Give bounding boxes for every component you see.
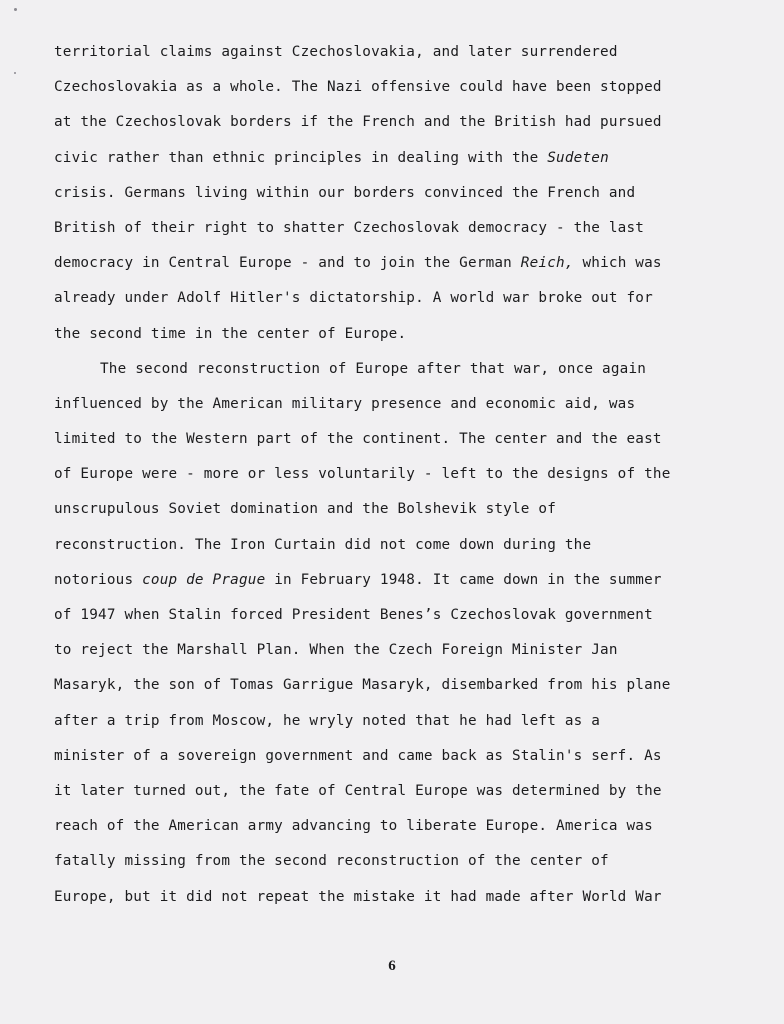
text-line [54,671,754,706]
text-segment: already under Adolf Hitler's dictatorship. A world war broke out for [54,290,653,307]
text-line [54,495,754,530]
text-line [54,707,754,742]
text-segment: The second reconstruction of Europe after that war, once again [100,360,647,377]
text-line [54,777,754,812]
body-text [54,38,754,918]
italic-text: Reich, [520,255,574,272]
text-segment: which was [573,255,662,272]
text-line [54,601,754,636]
text-segment: to reject the Marshall Plan. When the Czech Foreign Minister Jan [54,642,618,659]
text-segment: unscrupulous Soviet domination and the Bolshevik style of [54,501,557,518]
text-line [54,73,754,108]
italic-text: coup de Prague [142,571,266,588]
text-line [54,320,754,355]
text-line [54,742,754,777]
text-segment: reconstruction. The Iron Curtain did not come down during the [54,536,592,553]
text-line [54,284,754,319]
text-segment: fatally missing from the second reconstruction of the center of [54,853,609,870]
text-segment: minister of a sovereign government and came back as Stalin's serf. As [54,747,662,764]
text-line [54,390,754,425]
text-segment: after a trip from Moscow, he wryly noted that he had left as a [54,712,601,729]
text-segment: in February 1948. It came down in the summer [265,571,662,588]
text-line [54,249,754,284]
scan-speck [14,8,17,11]
text-segment: notorious [54,571,143,588]
text-segment: civic rather than ethnic principles in dealing with the [54,149,548,166]
text-line [54,214,754,249]
text-line [54,108,754,143]
text-segment: limited to the Western part of the continent. The center and the east [54,431,662,448]
text-segment: of Europe were - more or less voluntarily - left to the designs of the [54,466,671,483]
text-segment: the second time in the center of Europe. [54,325,407,342]
text-line [54,566,754,601]
text-line [54,531,754,566]
text-segment: Masaryk, the son of Tomas Garrigue Masaryk, disembarked from his plane [54,677,671,694]
italic-text: Sudeten [547,149,609,166]
text-segment: influenced by the American military presence and economic aid, was [54,395,636,412]
text-line [54,38,754,73]
text-segment: Europe, but it did not repeat the mistake it had made after World War [54,888,662,905]
text-line [54,144,754,179]
text-line [54,883,754,918]
text-segment: of 1947 when Stalin forced President Benes’s Czechoslovak government [54,607,653,623]
page-number: 6 [388,958,396,974]
text-segment: British of their right to shatter Czechoslovak democracy - the last [54,219,645,236]
text-line [54,179,754,214]
text-segment: it later turned out, the fate of Central Europe was determined by the [54,782,662,799]
text-line [54,460,754,495]
text-segment: at the Czechoslovak borders if the French and the British had pursued [54,114,662,131]
text-segment: reach of the American army advancing to liberate Europe. America was [54,818,653,835]
text-line [54,355,754,390]
scan-speck [14,72,16,74]
text-line [54,847,754,882]
text-line [54,425,754,460]
text-segment: territorial claims against Czechoslovakia, and later surrendered [54,44,618,60]
text-segment: democracy in Central Europe - and to join the German [54,255,521,272]
text-segment: Czechoslovakia as a whole. The Nazi offensive could have been stopped [54,79,662,96]
text-line [54,636,754,671]
text-line [54,812,754,847]
text-segment: crisis. Germans living within our borders convinced the French and [54,184,636,201]
